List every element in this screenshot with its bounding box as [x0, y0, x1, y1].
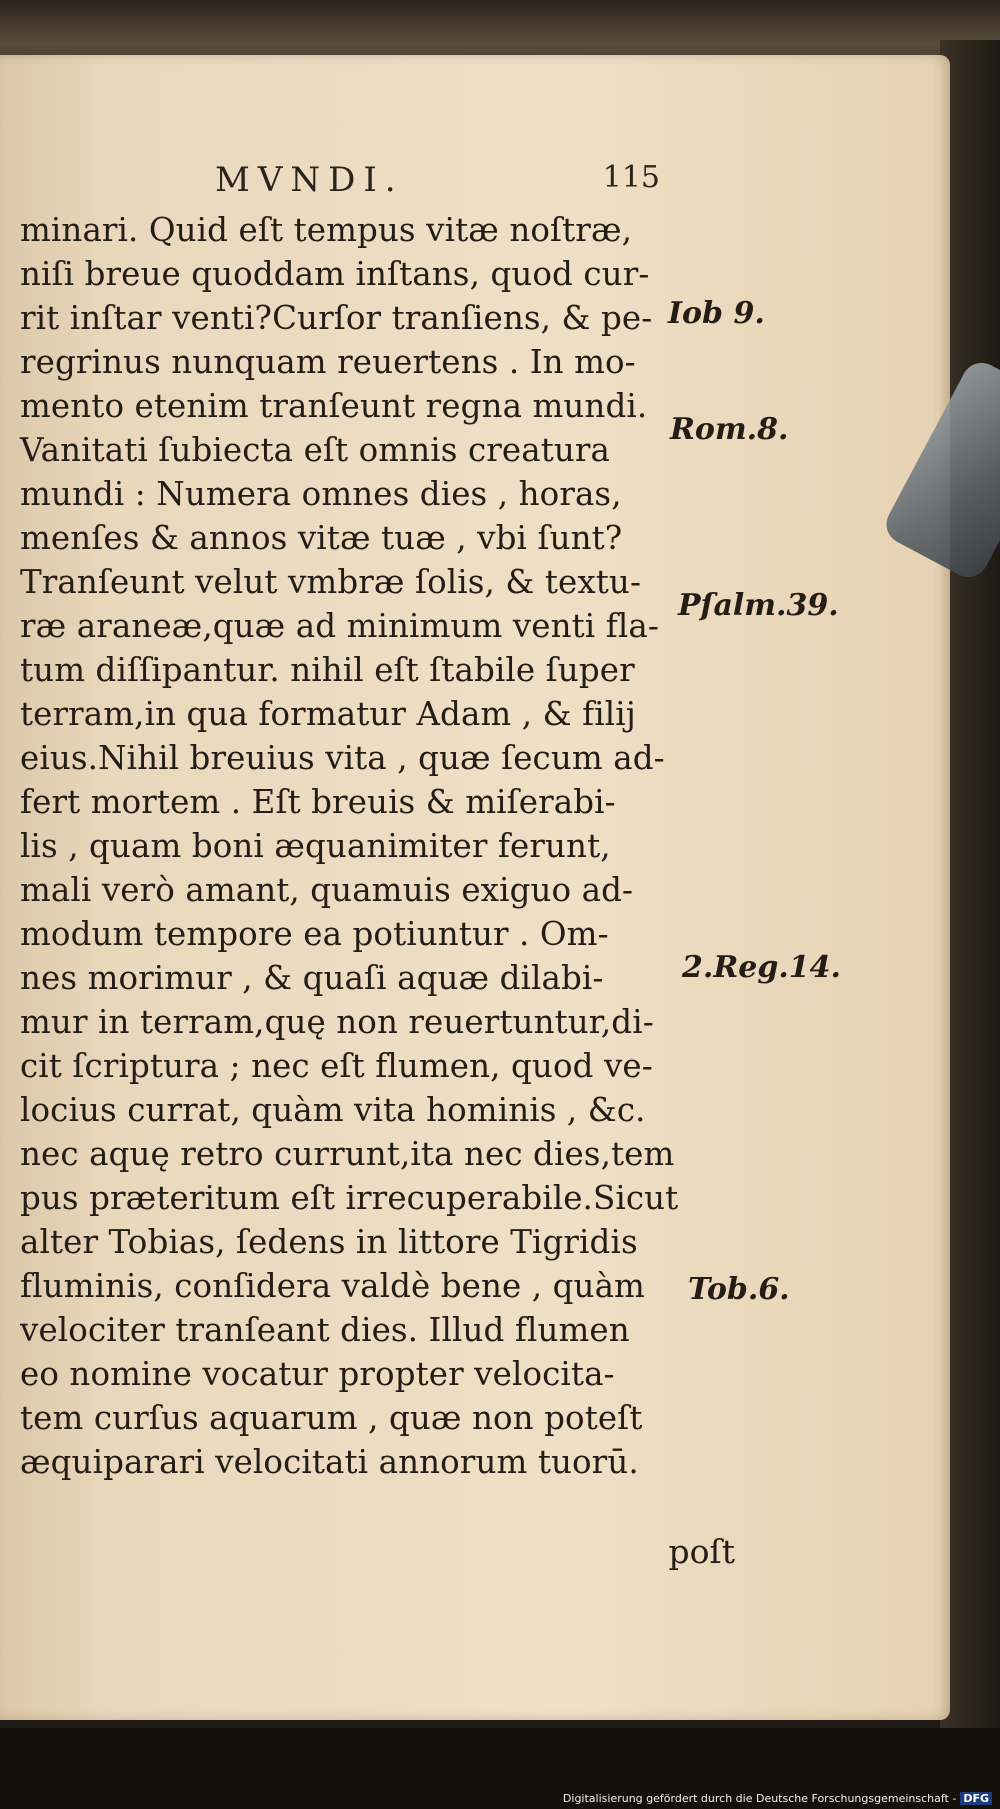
marginal-note-psalm: Pſalm.39. [678, 588, 839, 623]
text-line: cit ſcriptura ; nec eſt flumen, quod ve- [20, 1047, 653, 1085]
text-line: pus præteritum eſt irrecuperabile.Sicut [20, 1179, 679, 1217]
digitization-credit [563, 1792, 992, 1805]
marginal-note-rom: Rom.8. [670, 412, 789, 447]
text-line: terram,in qua formatur Adam , & filij [20, 695, 636, 733]
marginal-note-reg: 2.Reg.14. [682, 950, 841, 985]
text-line: eius.Nihil breuius vita , quæ ſecum ad- [20, 739, 665, 777]
text-line: Tranſeunt velut vmbræ ſolis, & textu- [20, 563, 642, 601]
text-line: modum tempore ea potiuntur . Om- [20, 915, 609, 953]
text-line: mundi : Numera omnes dies , horas, [20, 475, 622, 513]
text-line: locius currat, quàm vita hominis , &c. [20, 1091, 646, 1129]
text-line: fluminis, conſidera valdè bene , quàm [20, 1267, 645, 1305]
footer-bar [0, 1728, 1000, 1809]
text-line: ræ araneæ,quæ ad minimum venti fla- [20, 607, 659, 645]
text-line: regrinus nunquam reuertens . In mo- [20, 343, 636, 381]
running-head [210, 160, 660, 204]
text-line: niſi breue quoddam inſtans, quod cur- [20, 255, 650, 293]
text-line: mali verò amant, quamuis exiguo ad- [20, 871, 634, 909]
text-line: lis , quam boni æquanimiter ferunt, [20, 827, 611, 865]
text-line: alter Tobias, ſedens in littore Tigridis [20, 1223, 638, 1261]
dfg-logo: DFG [960, 1792, 992, 1805]
text-line: Vanitati ſubiecta eſt omnis creatura [20, 431, 610, 469]
text-line: nes morimur , & quaſi aquæ dilabi- [20, 959, 604, 997]
text-line: tum diſſipantur. nihil eſt ſtabile ſuper [20, 651, 635, 689]
text-line: æquiparari velocitati annorum tuorū. [20, 1443, 639, 1481]
marginal-note-tob: Tob.6. [688, 1272, 790, 1307]
text-line: mento etenim tranſeunt regna mundi. [20, 387, 648, 425]
text-line: minari. Quid eſt tempus vitæ noſtræ, [20, 211, 633, 249]
text-line: velociter tranſeant dies. Illud flumen [20, 1311, 630, 1349]
body-text [20, 208, 685, 1484]
credit-text: Digitalisierung gefördert durch die Deutsche Forschungsgemeinschaft - [562, 1792, 957, 1805]
text-line: menſes & annos vitæ tuæ , vbi ſunt? [20, 519, 623, 557]
text-line: eo nomine vocatur propter velocita- [20, 1355, 615, 1393]
catchword: poſt [668, 1532, 735, 1571]
text-line: nec aquę retro currunt,ita nec dies,tem [20, 1135, 675, 1173]
running-head-title: MVNDI. [215, 160, 404, 200]
text-line: mur in terram,quę non reuertuntur,di- [20, 1003, 654, 1041]
marginal-note-job: Iob 9. [668, 296, 765, 331]
text-line: tem curſus aquarum , quæ non poteſt [20, 1399, 643, 1437]
page-number: 115 [602, 160, 660, 195]
text-line: fert mortem . Eſt breuis & miſerabi- [20, 783, 616, 821]
text-line: rit inſtar venti?Curſor tranſiens, & pe- [20, 299, 653, 337]
